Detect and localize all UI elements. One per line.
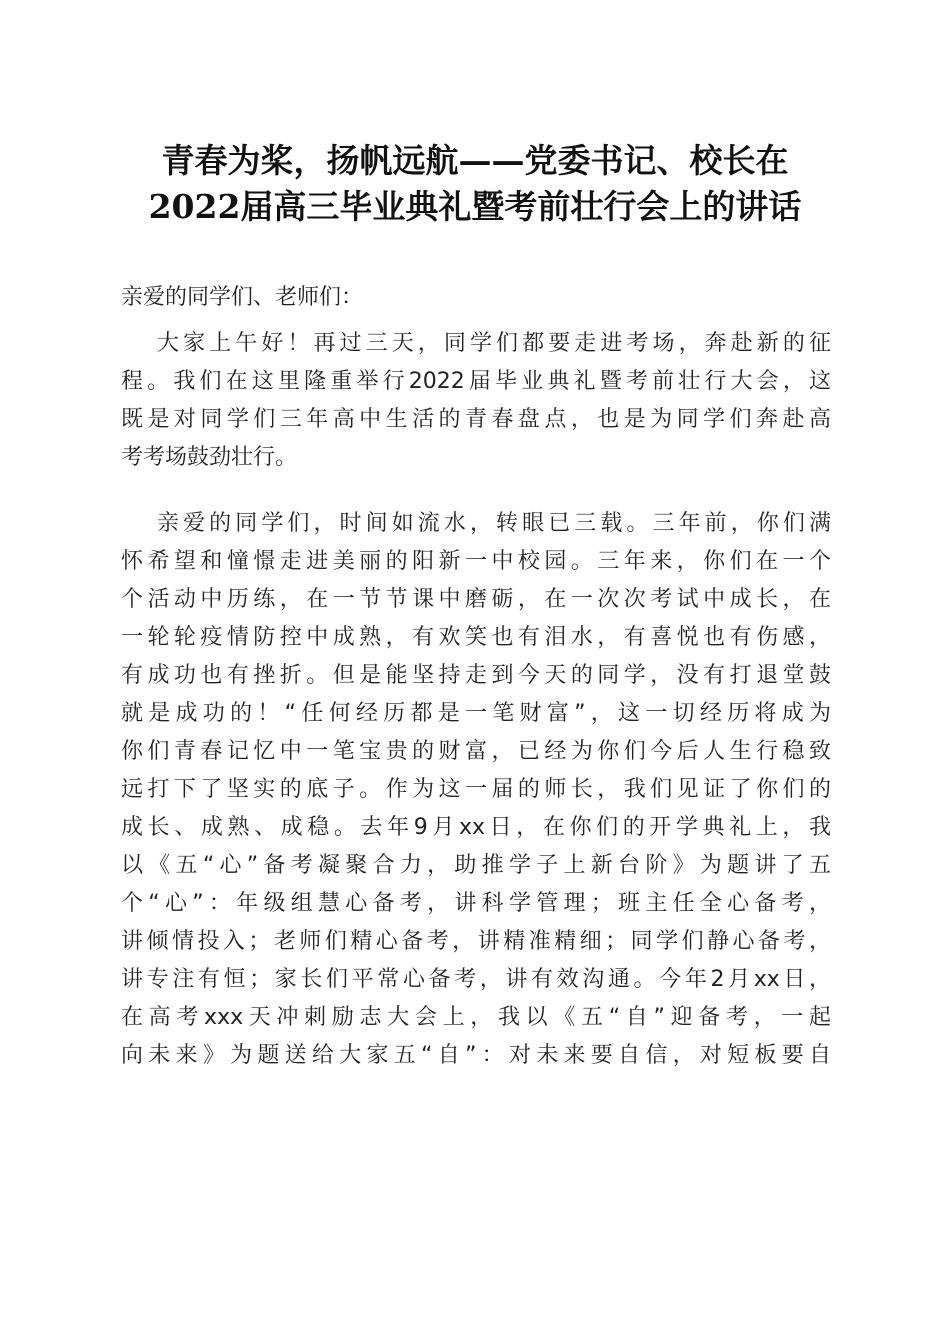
paragraph-line: 程。我们在这里隆重举行2022届毕业典礼暨考前壮行大会，这	[121, 369, 831, 394]
paragraph-line: 就是成功的！“任何经历都是一笔财富”，这一切经历将成为	[121, 701, 831, 726]
paragraph-line: 怀希望和憧憬走进美丽的阳新一中校园。三年来，你们在一个	[121, 549, 831, 574]
paragraph-line: 一轮轮疫情防控中成熟，有欢笑也有泪水，有喜悦也有伤感，	[121, 625, 831, 650]
paragraph-line: 成长、成熟、成稳。去年9月xx日，在你们的开学典礼上，我	[121, 815, 831, 840]
paragraph-line: 个活动中历练，在一节节课中磨砺，在一次次考试中成长，在	[121, 587, 831, 612]
paragraph-line: 讲倾情投入；老师们精心备考，讲精准精细；同学们静心备考，	[121, 929, 831, 954]
paragraph-line: 在高考xxx天冲刺励志大会上，我以《五“自”迎备考，一起	[121, 1005, 831, 1030]
paragraph-line: 向未来》为题送给大家五“自”：对未来要自信，对短板要自	[121, 1043, 831, 1068]
paragraph-line: 以《五“心”备考凝聚合力，助推学子上新台阶》为题讲了五	[121, 853, 831, 878]
paragraph-2	[121, 505, 831, 1075]
paragraph-line: 有成功也有挫折。但是能坚持走到今天的同学，没有打退堂鼓	[121, 663, 831, 688]
paragraph-line: 亲爱的同学们，时间如流水，转眼已三载。三年前，你们满	[157, 511, 831, 536]
document-title-line-2: 2022届高三毕业典礼暨考前壮行会上的讲话	[148, 187, 802, 226]
paragraph-line: 远打下了坚实的底子。作为这一届的师长，我们见证了你们的	[121, 777, 831, 802]
paragraph-1	[121, 325, 831, 477]
paragraph-line: 个“心”：年级组慧心备考，讲科学管理；班主任全心备考，	[121, 891, 831, 916]
paragraph-line: 既是对同学们三年高中生活的青春盘点，也是为同学们奔赴高	[121, 407, 831, 432]
paragraph-line: 你们青春记忆中一笔宝贵的财富，已经为你们今后人生行稳致	[121, 739, 831, 764]
salutation: 亲爱的同学们、老师们：	[121, 285, 364, 310]
paragraph-line: 讲专注有恒；家长们平常心备考，讲有效沟通。今年2月xx日，	[121, 967, 831, 992]
document-title-line-1: 青春为桨，扬帆远航——党委书记、校长在	[161, 141, 789, 180]
paragraph-line: 大家上午好！再过三天，同学们都要走进考场，奔赴新的征	[157, 331, 831, 356]
paragraph-line: 考考场鼓劲壮行。	[121, 445, 298, 470]
